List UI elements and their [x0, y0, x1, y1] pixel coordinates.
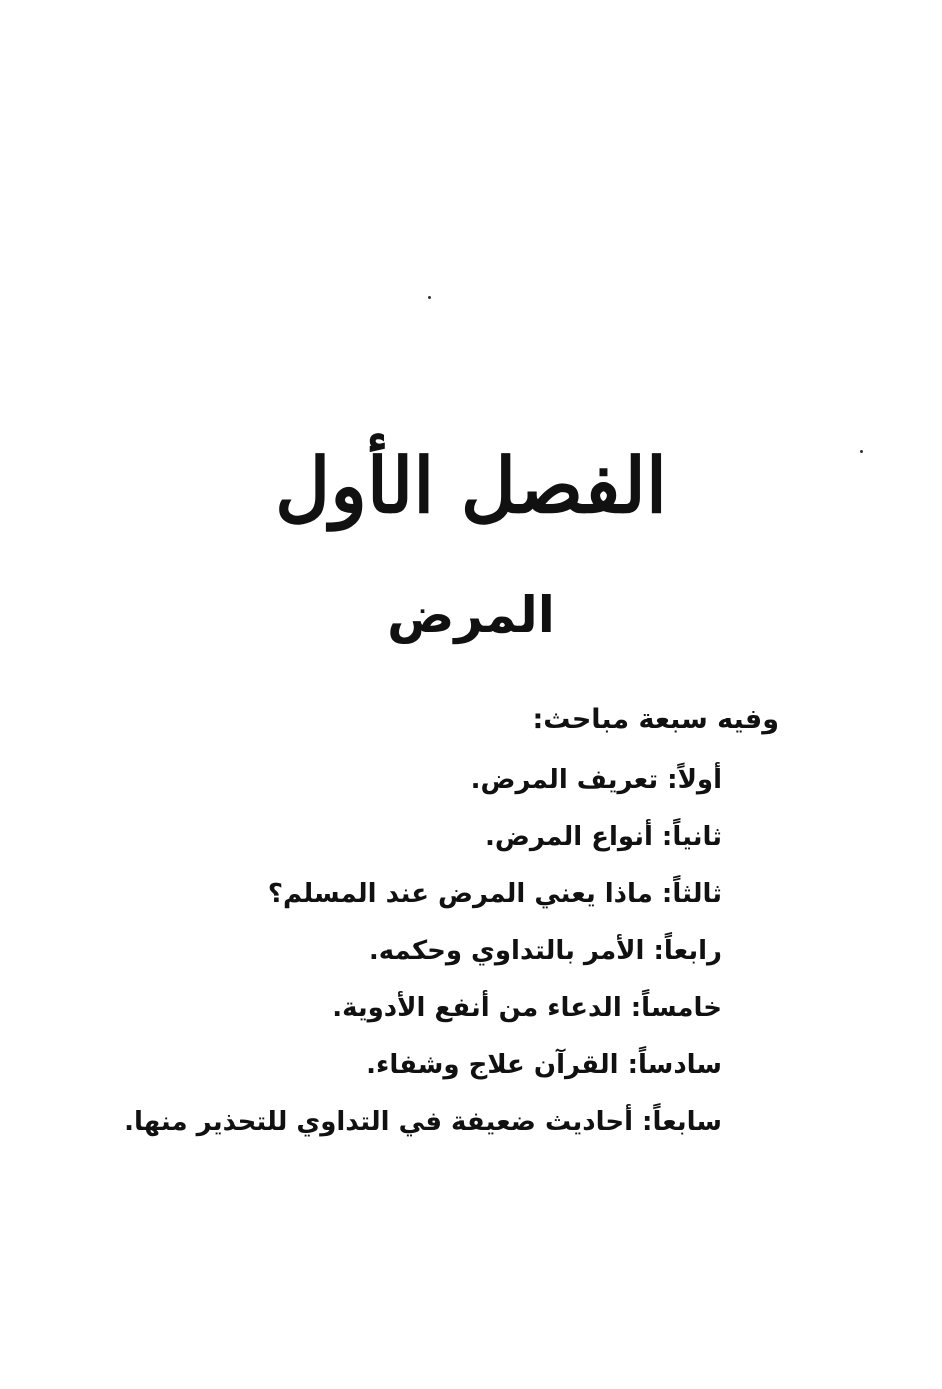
topic-item: سابعاً: أحاديث ضعيفة في التداوي للتحذير منها. [124, 1107, 722, 1137]
topic-item: ثالثاً: ماذا يعني المرض عند المسلم؟ [267, 879, 722, 909]
topic-item: أولاً: تعريف المرض. [470, 765, 722, 795]
topic-item: رابعاً: الأمر بالتداوي وحكمه. [368, 936, 722, 966]
topic-item: خامساً: الدعاء من أنفع الأدوية. [332, 993, 722, 1023]
topic-item: سادساً: القرآن علاج وشفاء. [366, 1050, 722, 1080]
topics-intro: وفيه سبعة مباحث: [532, 704, 779, 735]
topics-list [124, 760, 722, 1159]
chapter-subtitle: المرض [387, 586, 555, 644]
scan-speck [428, 296, 431, 299]
topic-item: ثانياً: أنواع المرض. [485, 822, 722, 852]
chapter-title: الفصل الأول [275, 441, 667, 530]
